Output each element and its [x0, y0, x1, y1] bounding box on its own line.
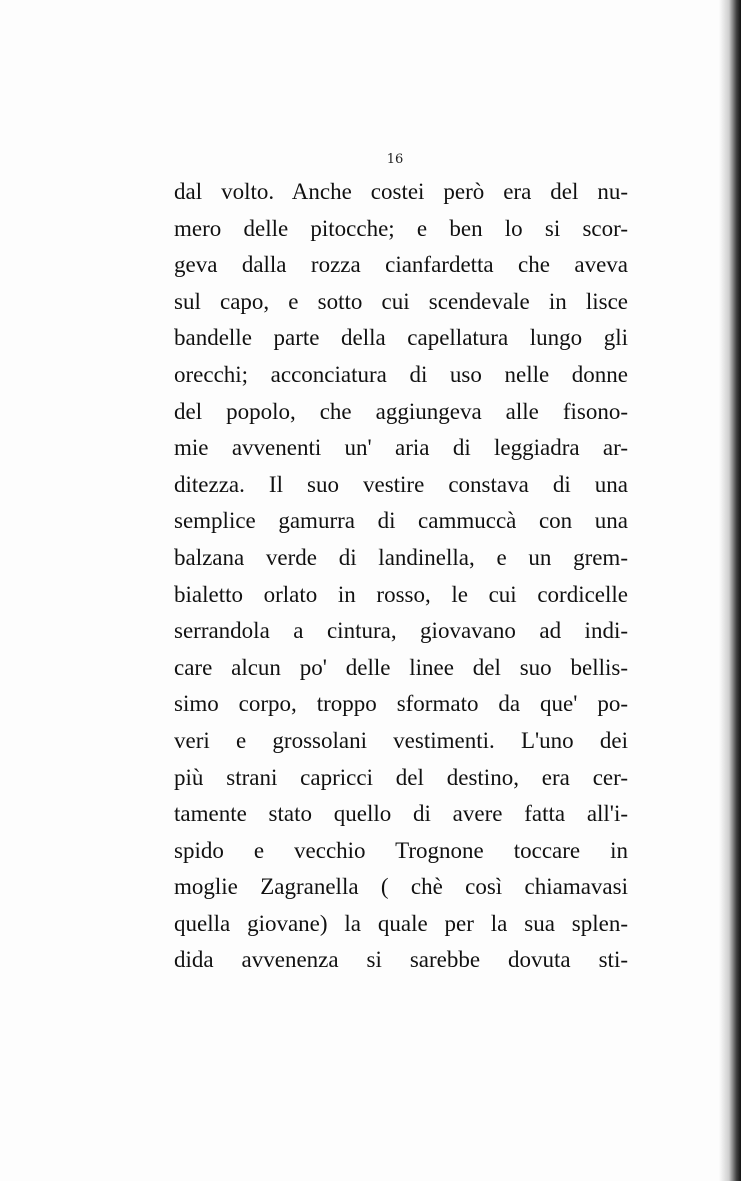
text-line: quella giovane) la quale per la sua splen-	[174, 910, 628, 936]
text-line: moglie Zagranella ( chè così chiamavasi	[174, 874, 628, 900]
page-edge-shadow	[719, 0, 741, 1181]
text-line: del popolo, che aggiungeva alle fisono-	[174, 398, 628, 424]
text-line: tamente stato quello di avere fatta all'i-	[174, 801, 628, 827]
body-text	[174, 174, 628, 979]
text-line: dal volto. Anche costei però era del nu-	[174, 179, 628, 204]
text-line: veri e grossolani vestimenti. L'uno dei	[174, 727, 628, 753]
text-line: balzana verde di landinella, e un grem-	[174, 544, 628, 570]
text-line: geva dalla rozza cianfardetta che aveva	[174, 252, 628, 278]
text-line: mie avvenenti un' aria di leggiadra ar-	[174, 435, 628, 461]
text-line: bandelle parte della capellatura lungo gli	[174, 325, 628, 351]
text-line: spido e vecchio Trognone toccare in	[174, 837, 628, 863]
text-line: bialetto orlato in rosso, le cui cordicelle	[174, 581, 628, 607]
text-line: ditezza. Il suo vestire constava di una	[174, 471, 628, 497]
text-line: sul capo, e sotto cui scendevale in lisce	[174, 288, 628, 314]
page-number: 16	[386, 152, 404, 167]
text-line: dida avvenenza si sarebbe dovuta sti-	[174, 947, 628, 973]
text-line: mero delle pitocche; e ben lo si scor-	[174, 215, 628, 241]
text-line: simo corpo, troppo sformato da que' po-	[174, 691, 628, 717]
text-line: serrandola a cintura, giovavano ad indi-	[174, 618, 628, 644]
text-line: care alcun po' delle linee del suo bellis-	[174, 654, 628, 680]
text-line: più strani capricci del destino, era cer-	[174, 764, 628, 790]
text-line: orecchi; acconciatura di uso nelle donne	[174, 361, 628, 387]
text-line: semplice gamurra di cammuccà con una	[174, 508, 628, 534]
